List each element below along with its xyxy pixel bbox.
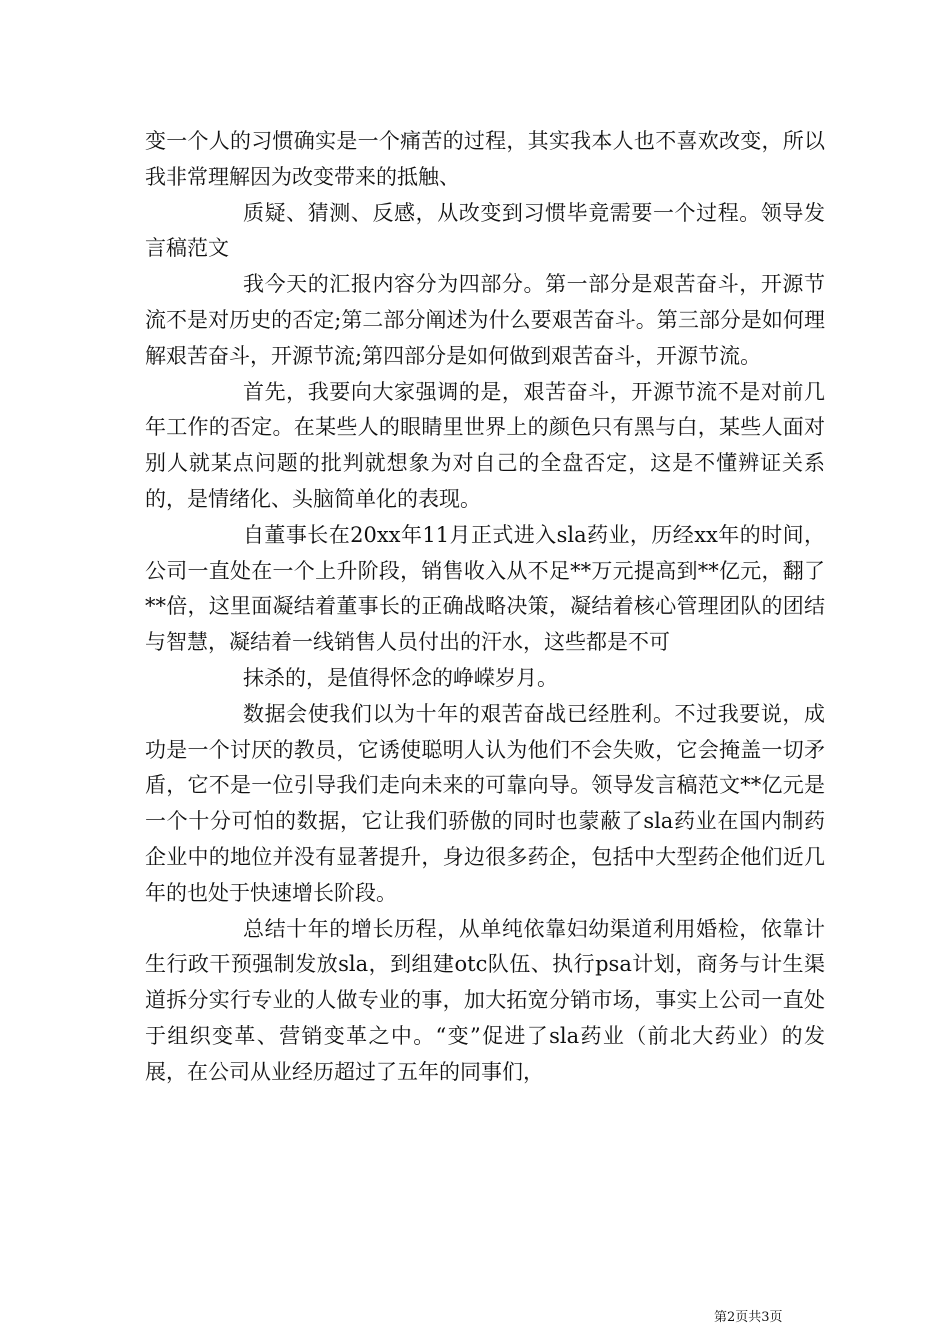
document-body xyxy=(145,124,825,1091)
paragraph-3: 我今天的汇报内容分为四部分。第一部分是艰苦奋斗，开源节流不是对历史的否定;第二部分阐述为什么要艰苦奋斗。第三部分是如何理解艰苦奋斗，开源节流;第四部分是如何做到艰苦奋斗，开源节流。 xyxy=(145,272,825,368)
paragraph-1: 变一个人的习惯确实是一个痛苦的过程，其实我本人也不喜欢改变，所以我非常理解因为改变带来的抵触、 xyxy=(145,129,825,189)
paragraph-5: 自董事长在20xx年11月正式进入sla药业，历经xx年的时间，公司一直处在一个上升阶段，销售收入从不足**万元提高到**亿元，翻了**倍，这里面凝结着董事长的正确战略决策，凝结着核心管理团队的团结与智慧，凝结着一线销售人员付出的汗水，这些都是不可 xyxy=(145,522,825,655)
paragraph-6: 抹杀的，是值得怀念的峥嵘岁月。 xyxy=(243,665,558,690)
page-number-footer: 第2页共3页 xyxy=(714,1310,783,1325)
paragraph-8: 总结十年的增长历程，从单纯依靠妇幼渠道利用婚检，依靠计生行政干预强制发放sla，到组建otc队伍、执行psa计划，商务与计生渠道拆分实行专业的人做专业的事，加大拓宽分销市场，事实上公司一直处于组织变革、营销变革之中。“变”促进了sla药业（前北大药业）的发展，在公司从业经历超过了五年的同事们， xyxy=(145,916,825,1084)
paragraph-7: 数据会使我们以为十年的艰苦奋战已经胜利。不过我要说，成功是一个讨厌的教员，它诱使聪明人认为他们不会失败，它会掩盖一切矛盾，它不是一位引导我们走向未来的可靠向导。领导发言稿范文**亿元是一个十分可怕的数据，它让我们骄傲的同时也蒙蔽了sla药业在国内制药企业中的地位并没有显著提升，身边很多药企，包括中大型药企他们近几年的也处于快速增长阶段。 xyxy=(145,701,825,905)
paragraph-4: 首先，我要向大家强调的是，艰苦奋斗，开源节流不是对前几年工作的否定。在某些人的眼睛里世界上的颜色只有黑与白，某些人面对别人就某点问题的批判就想象为对自己的全盘否定，这是不懂辨证关系的，是情绪化、头脑简单化的表现。 xyxy=(145,379,825,511)
paragraph-2: 质疑、猜测、反感，从改变到习惯毕竟需要一个过程。领导发言稿范文 xyxy=(145,200,825,261)
